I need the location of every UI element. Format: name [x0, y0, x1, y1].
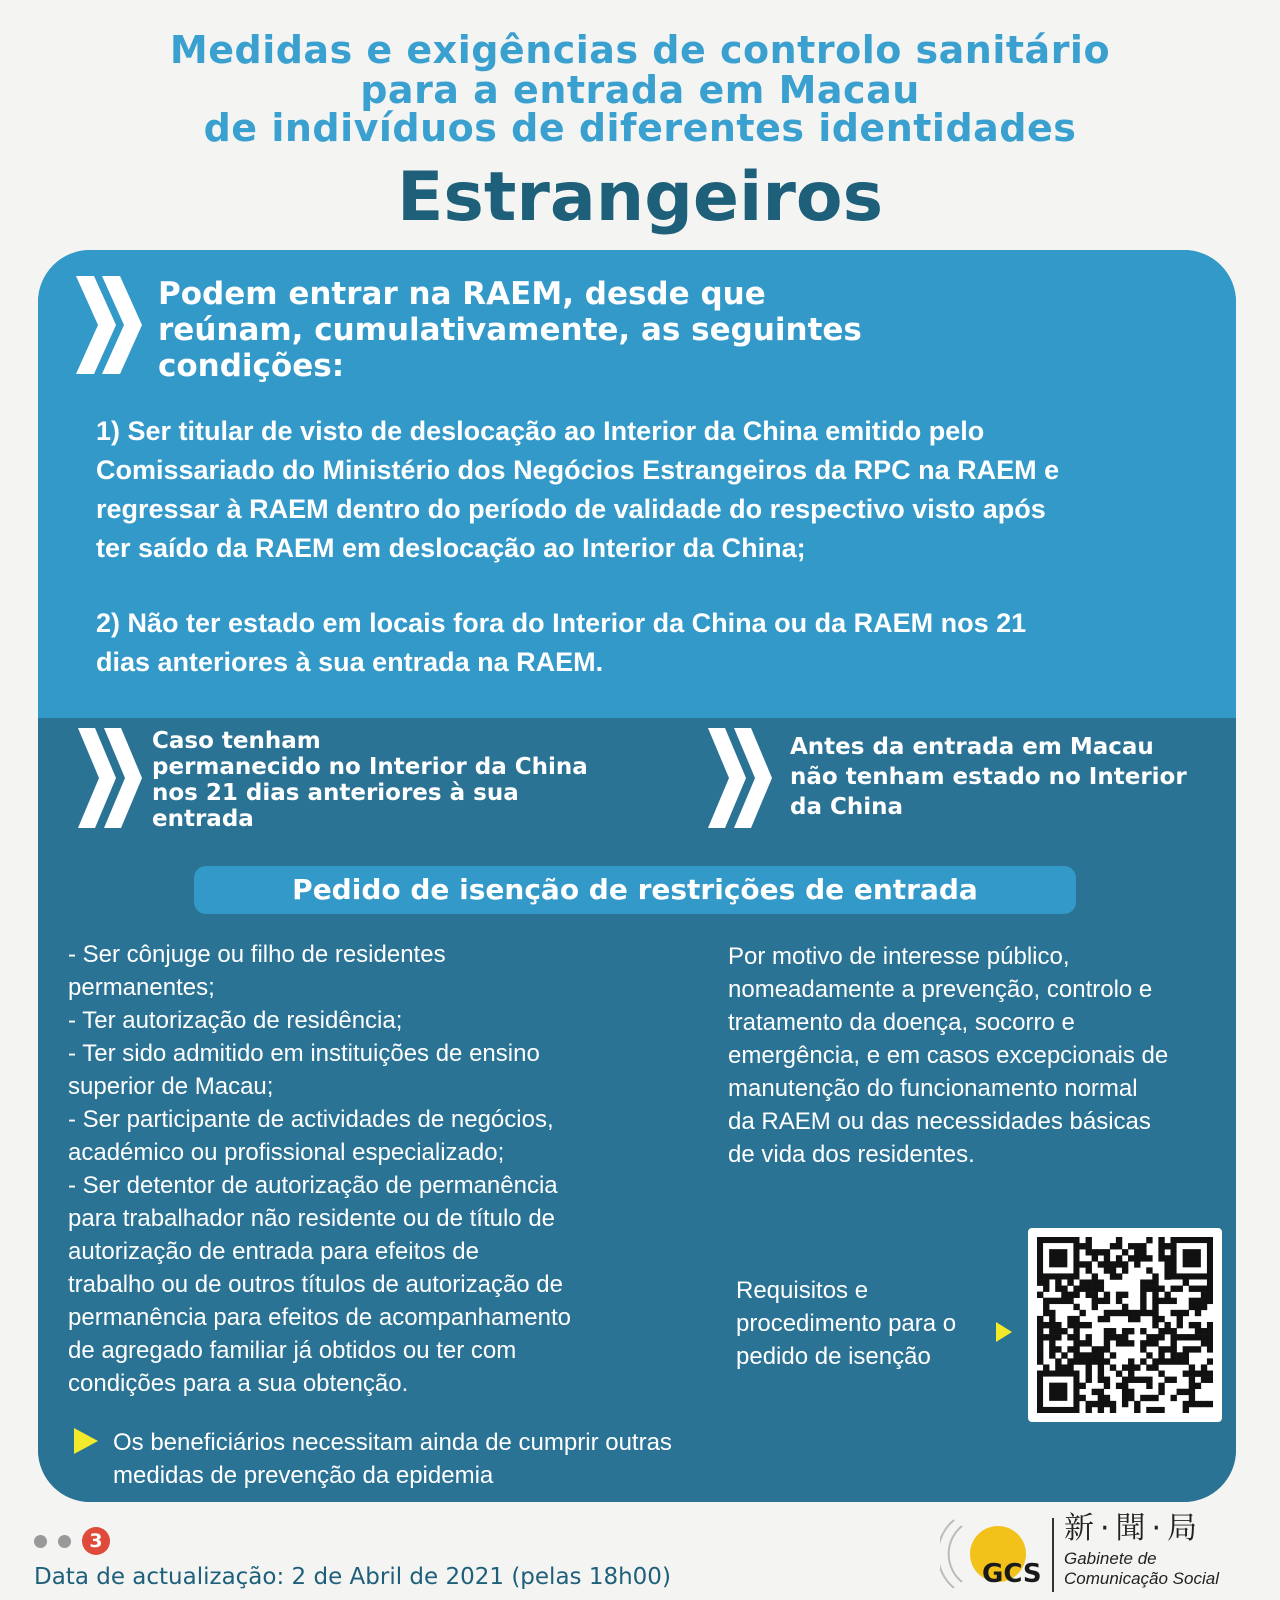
logo-divider — [1052, 1518, 1054, 1592]
requirements-link-text[interactable]: Requisitos e procedimento para o pedido de isenção — [736, 1277, 957, 1370]
title-line-2: para a entrada em Macau — [360, 68, 920, 112]
double-chevron-icon — [78, 728, 142, 828]
qr-code[interactable] — [1028, 1228, 1222, 1422]
update-date: Data de actualização: 2 de Abril de 2021 (pelas 18h00) — [34, 1564, 671, 1590]
condition-1: 1) Ser titular de visto de deslocação ao Interior da China emitido pelo Comissariado do Ministério dos Negócios Estrangeiros da RPC na RAEM e regressar à RAEM dentro do período de validade do respectivo visto após ter saído da RAEM em deslocação ao Interior da China; — [96, 416, 1060, 563]
title-line-1: Medidas e exigências de controlo sanitário — [169, 28, 1111, 72]
condition-2: 2) Não ter estado em locais fora do Interior da China ou da RAEM nos 21 dias anteriores à sua entrada na RAEM. — [96, 608, 1027, 677]
double-chevron-icon — [708, 728, 772, 828]
public-interest-text: Por motivo de interesse público, nomeadamente a prevenção, controlo e tratamento da doença, socorro e emergência, e em casos excepcionais de manutenção do funcionamento normal da RAEM ou das necessidades básicas de vida dos residentes. — [728, 943, 1169, 1168]
logo-initials: GCS — [982, 1559, 1042, 1589]
case-left-text: Caso tenham permanecido no Interior da China nos 21 dias anteriores à sua entrada — [152, 728, 588, 832]
logo-portuguese-name: Gabinete de Comunicação Social — [1064, 1549, 1219, 1588]
exemption-list — [68, 938, 698, 1400]
play-triangle-icon — [996, 1322, 1012, 1342]
list-item: permanência para efeitos de acompanhamento — [68, 1304, 571, 1331]
content-card — [38, 250, 1236, 1502]
list-item: - Ser cônjuge ou filho de residentes — [68, 941, 446, 968]
list-item: - Ter sido admitido em instituições de ensino — [68, 1040, 540, 1067]
list-item: de agregado familiar já obtidos ou ter com — [68, 1337, 517, 1364]
list-item: permanentes; — [68, 974, 215, 1001]
list-item: - Ser detentor de autorização de permanência — [68, 1172, 558, 1199]
page-dot[interactable] — [34, 1535, 47, 1548]
note-text: Os beneficiários necessitam ainda de cumprir outras medidas de prevenção da epidemia — [113, 1429, 672, 1489]
title-line-3: de indivíduos de diferentes identidades — [203, 106, 1077, 150]
intro-text: Podem entrar na RAEM, desde que reúnam, cumulativamente, as seguintes condições: — [158, 276, 862, 384]
list-item: trabalho ou de outros títulos de autorização de — [68, 1271, 563, 1298]
page-indicator-badge: 3 — [82, 1527, 110, 1555]
play-triangle-icon — [74, 1428, 98, 1454]
qr-code-icon — [1037, 1237, 1213, 1413]
conditions-panel — [38, 250, 1236, 718]
page-title: Estrangeiros — [396, 158, 884, 237]
double-chevron-icon — [76, 276, 142, 374]
list-item: condições para a sua obtenção. — [68, 1370, 409, 1397]
list-item: - Ter autorização de residência; — [68, 1007, 403, 1034]
exemption-title: Pedido de isenção de restrições de entrada — [194, 866, 1076, 914]
list-item: superior de Macau; — [68, 1073, 274, 1100]
case-right-text: Antes da entrada em Macau não tenham estado no Interior da China — [790, 734, 1187, 820]
page-dot[interactable] — [58, 1535, 71, 1548]
gcs-logo-icon — [940, 1508, 1048, 1596]
list-item: autorização de entrada para efeitos de — [68, 1238, 479, 1265]
list-item: académico ou profissional especializado; — [68, 1139, 505, 1166]
list-item: para trabalhador não residente ou de título de — [68, 1205, 556, 1232]
list-item: - Ser participante de actividades de negócios, — [68, 1106, 554, 1133]
logo-chinese-name: 新·聞·局 — [1064, 1511, 1204, 1546]
